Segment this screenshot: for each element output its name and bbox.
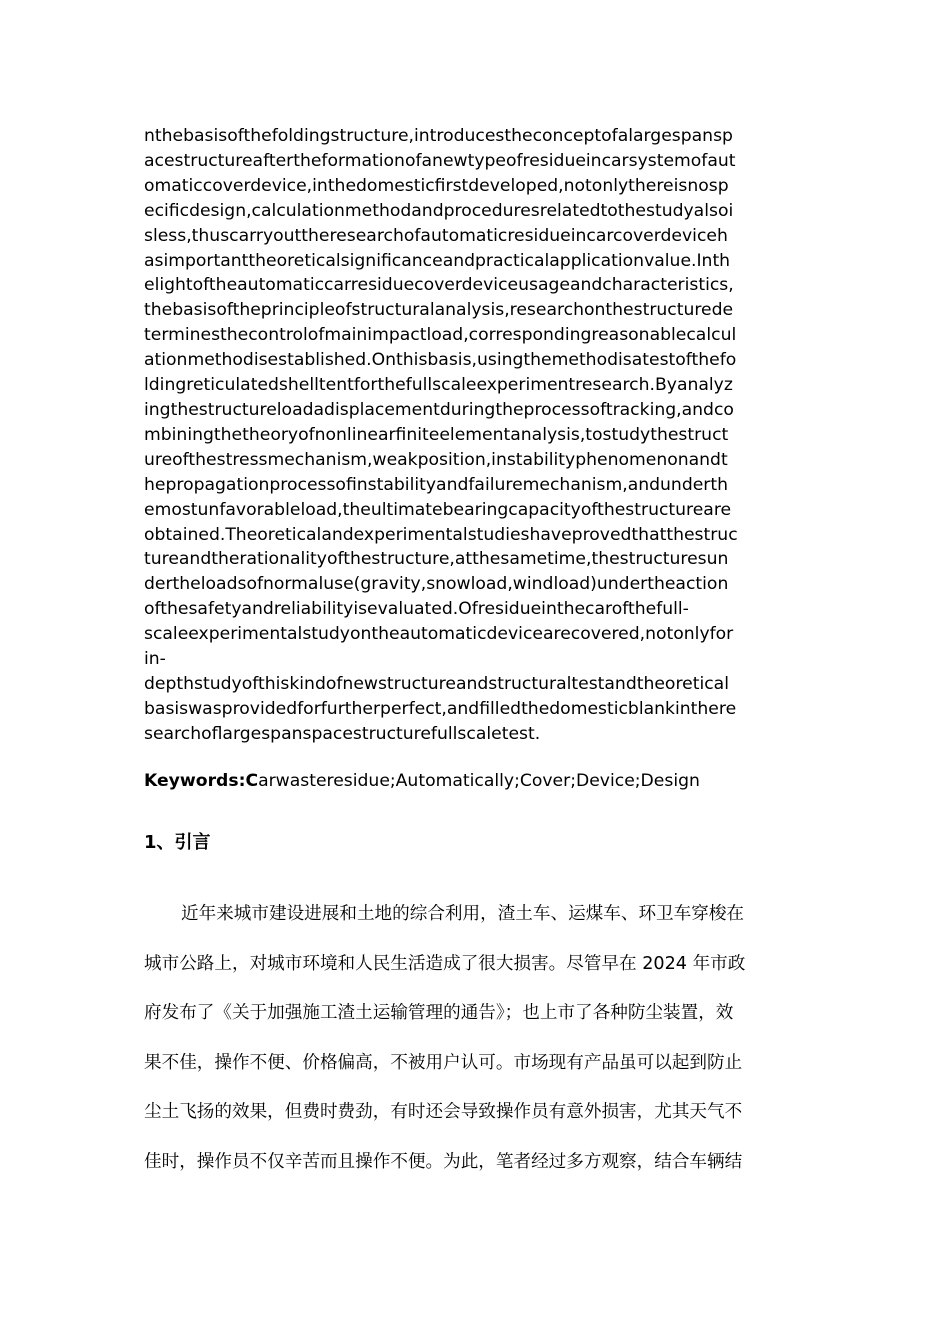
intro-paragraph — [144, 900, 808, 1197]
intro-line: 城市公路上，对城市环境和人民生活造成了很大损害。尽管早在 2024 年市政 — [144, 953, 746, 974]
abstract-line: terminesthecontrolofmainimpactload,correspondingreasonablecalcul — [144, 325, 737, 346]
abstract-line: scaleexperimentalstudyontheautomaticdevicearecovered,notonlyfor — [144, 624, 734, 645]
abstract-line: acestructureaftertheformationofanewtypeofresidueincarsystemofaut — [144, 150, 736, 171]
abstract-line: ingthestructureloadadisplacementduringtheprocessoftracking,andco — [144, 399, 734, 420]
keywords-label: Keywords:C — [144, 771, 259, 791]
abstract-line: asimportanttheoreticalsignificanceandpracticalapplicationvalue.Inth — [144, 250, 731, 271]
abstract-line: searchoflargespanspacestructurefullscaletest. — [144, 723, 541, 744]
abstract-line: hepropagationprocessofinstabilityandfailuremechanism,andunderth — [144, 474, 728, 495]
intro-line: 近年来城市建设进展和土地的综合利用，渣土车、运煤车、环卫车穿梭在 — [181, 904, 745, 924]
abstract-line: ationmethodisestablished.Onthisbasis,usingthemethodisatestofthefo — [144, 350, 737, 371]
intro-line: 府发布了《关于加强施工渣土运输管理的通告》；也上市了各种防尘装置，效 — [144, 1003, 734, 1023]
abstract-line: thebasisoftheprincipleofstructuralanalysis,researchonthestructurede — [144, 300, 734, 321]
intro-line: 果不佳，操作不便、价格偏高，不被用户认可。市场现有产品虽可以起到防止 — [144, 1052, 743, 1073]
abstract-line: omaticcoverdevice,inthedomesticfirstdeveloped,notonlythereisnosp — [144, 175, 729, 196]
abstract-line: elightoftheautomaticcarresiduecoverdeviceusageandcharacteristics, — [144, 275, 734, 296]
abstract-line: ofthesafetyandreliabilityisevaluated.Ofresidueinthecarofthefull- — [144, 599, 689, 620]
section-heading: 1、引言 — [144, 832, 211, 853]
intro-line: 佳时，操作员不仅辛苦而且操作不便。为此，笔者经过多方观察，结合车辆结 — [144, 1151, 743, 1172]
abstract-line: ldingreticulatedshelltentforthefullscaleexperimentresearch.Byanalyz — [144, 375, 733, 396]
abstract-line: ecificdesign,calculationmethodandproceduresrelatedtothestudyalsoi — [144, 200, 734, 221]
keywords-line — [144, 769, 808, 794]
abstract-line: sless,thuscarryouttheresearchofautomaticresidueincarcoverdeviceh — [144, 225, 728, 246]
abstract-line: dertheloadsofnormaluse(gravity,snowload,windload)undertheaction — [144, 574, 729, 595]
abstract-line: tureandtherationalityofthestructure,atthesametime,thestructuresun — [144, 549, 729, 570]
abstract-line: depthstudyofthiskindofnewstructureandstructuraltestandtheoretical — [144, 673, 729, 694]
abstract-line: in- — [144, 649, 166, 670]
abstract-line: obtained.Theoreticalandexperimentalstudieshaveprovedthatthestruc — [144, 524, 738, 545]
intro-line: 尘土飞扬的效果，但费时费劲，有时还会导致操作员有意外损害，尤其天气不 — [144, 1102, 743, 1122]
abstract-line: emostunfavorableload,theultimatebearingcapacityofthestructureare — [144, 499, 732, 520]
abstract-line: basiswasprovidedforfurtherperfect,andfilledthedomesticblankinthere — [144, 698, 737, 719]
abstract-line: ureofthestressmechanism,weakposition,instabilityphenomenonandt — [144, 449, 728, 470]
abstract-english-text — [144, 124, 808, 747]
keywords-text: arwasteresidue;Automatically;Cover;Device;Design — [258, 771, 700, 791]
abstract-line: nthebasisofthefoldingstructure,introducestheconceptofalargespansp — [144, 126, 733, 146]
abstract-line: mbiningthetheoryofnonlinearfiniteelementanalysis,tostudythestruct — [144, 424, 729, 445]
